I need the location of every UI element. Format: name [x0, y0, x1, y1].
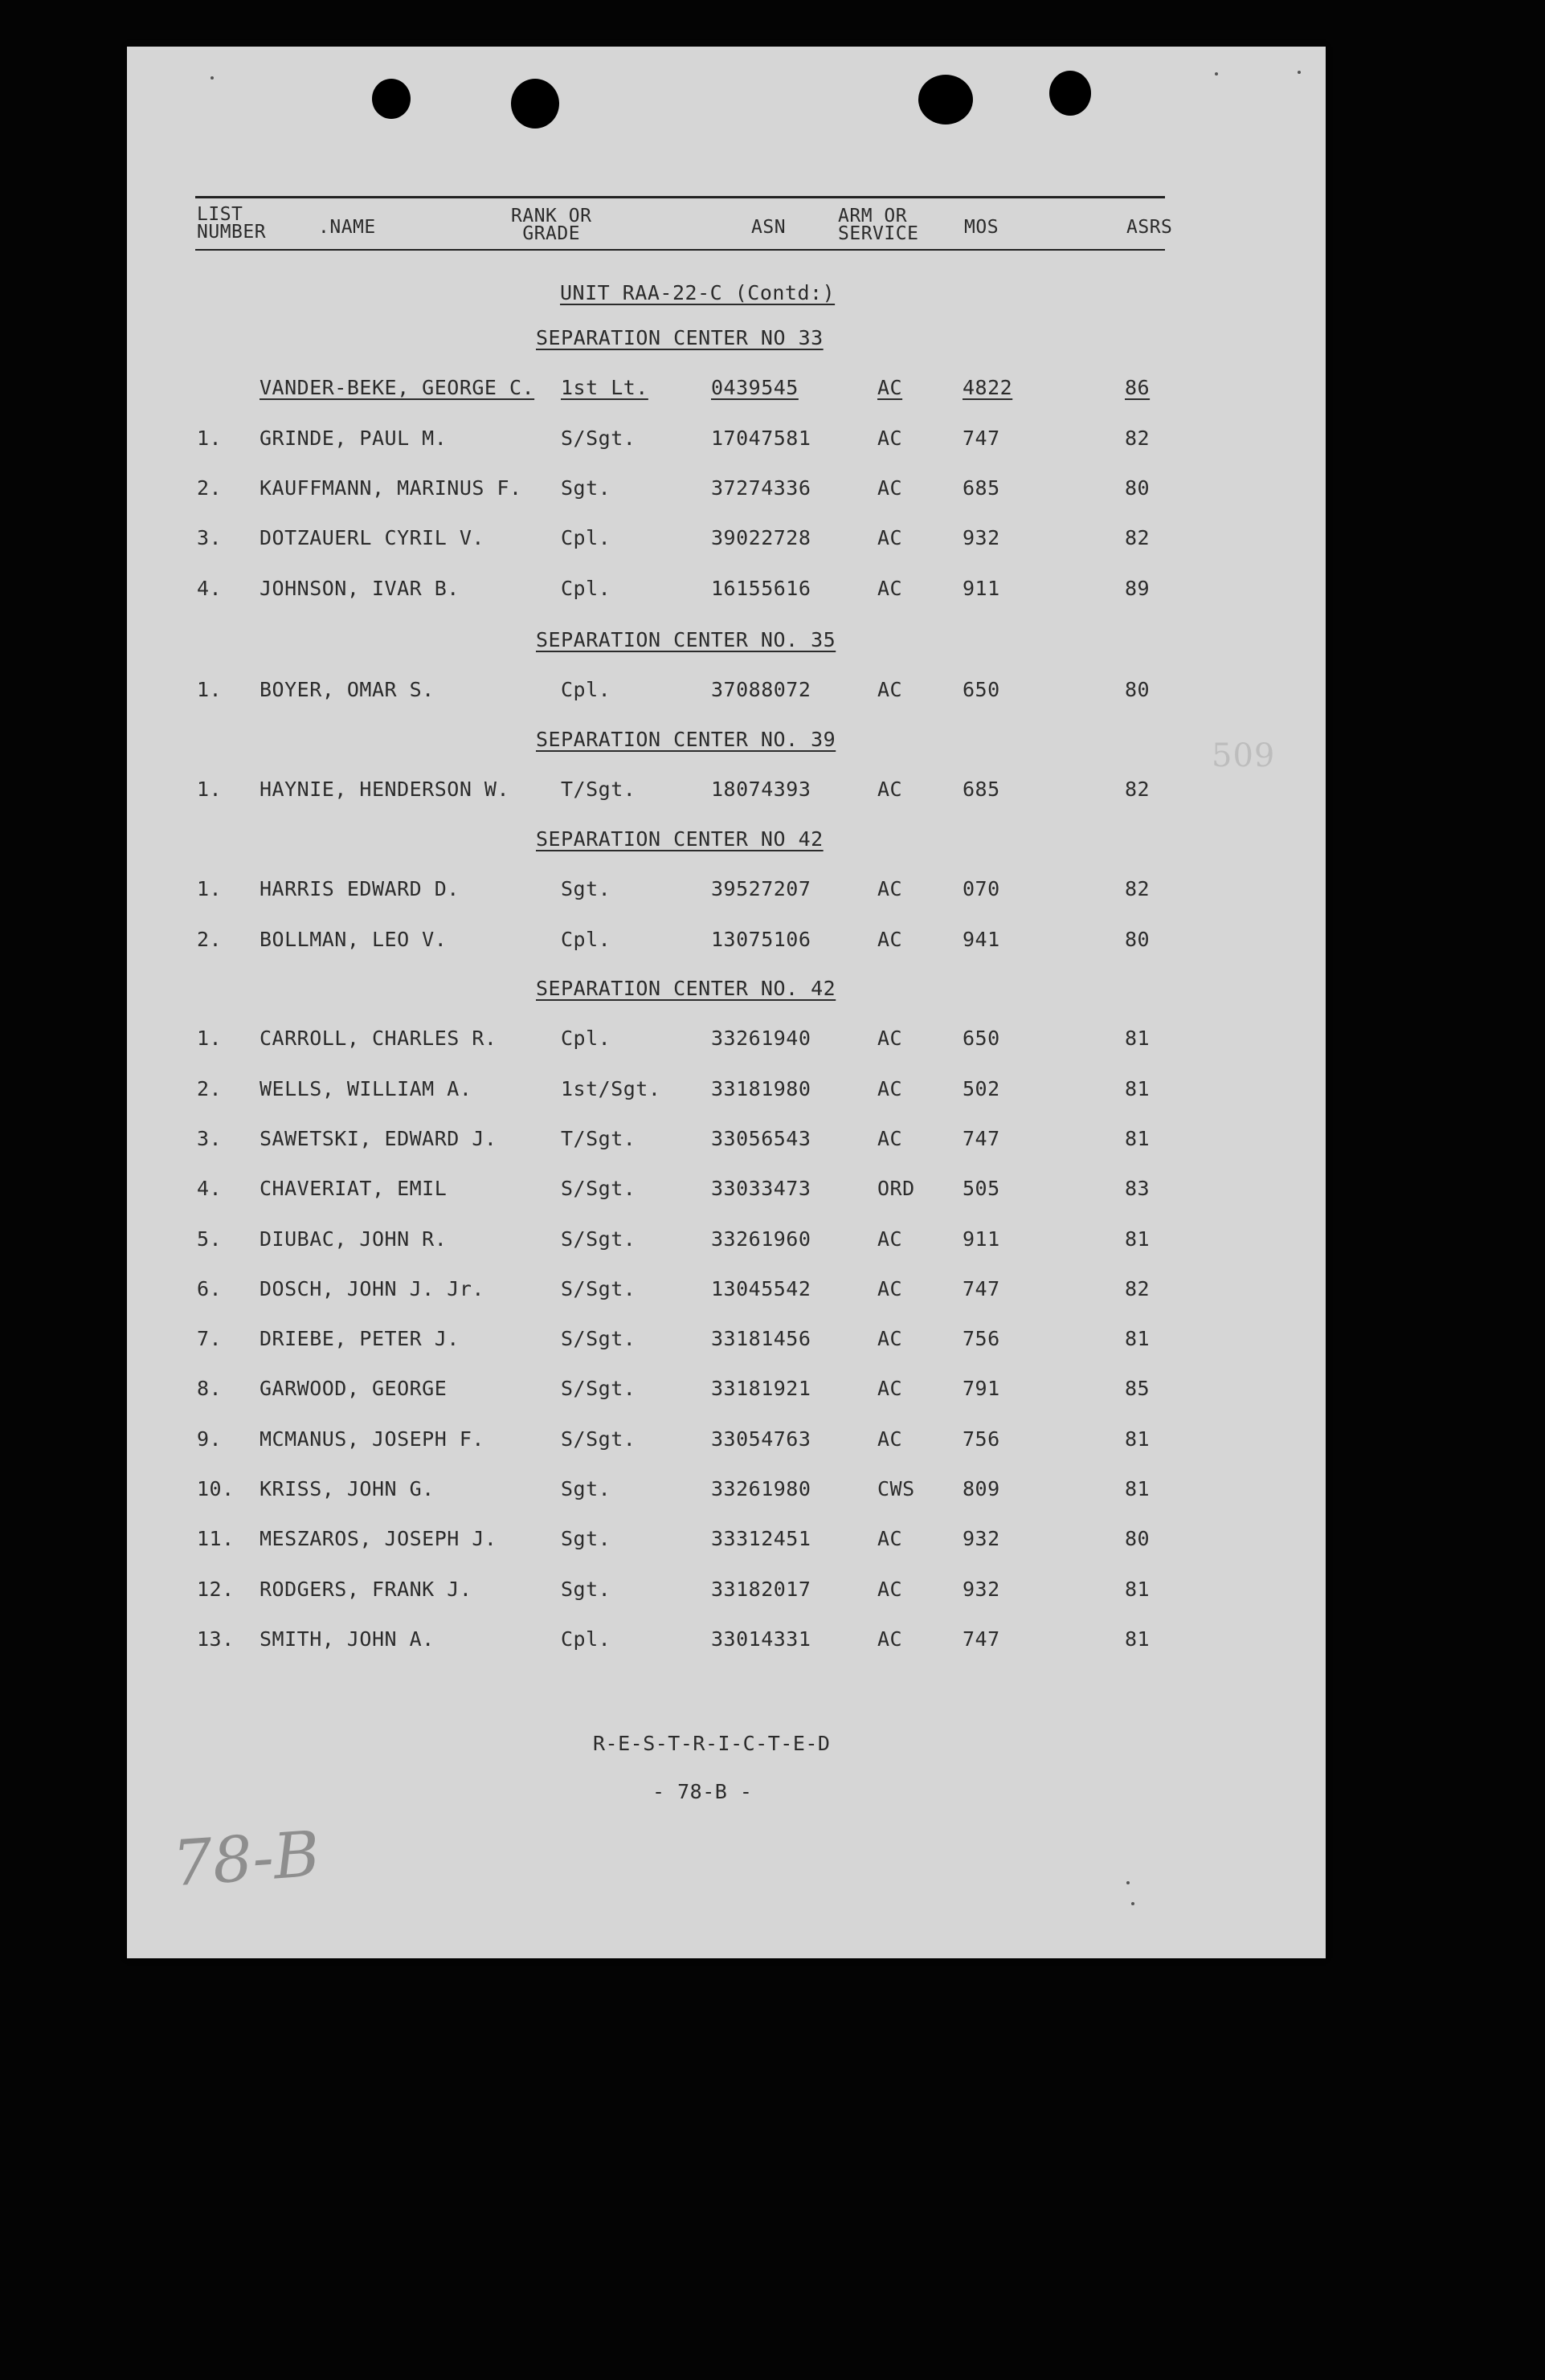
- row-number: 1.: [197, 426, 223, 450]
- header-mos: MOS: [964, 217, 999, 238]
- row-mos: 650: [963, 678, 1000, 702]
- row-asrs: 80: [1125, 1527, 1151, 1551]
- dust-speck: [1215, 72, 1218, 76]
- row-asrs: 82: [1125, 526, 1151, 550]
- row-mos: 941: [963, 927, 1000, 951]
- row-number: 8.: [197, 1377, 223, 1401]
- section-title: SEPARATION CENTER NO. 42: [536, 977, 836, 1000]
- row-rank: Cpl.: [561, 927, 611, 951]
- row-number: 10.: [197, 1477, 235, 1500]
- row-mos: 932: [963, 1527, 1000, 1551]
- row-mos: 756: [963, 1327, 1000, 1351]
- punch-hole: [372, 79, 411, 119]
- row-arm: ORD: [877, 1177, 915, 1201]
- row-asrs: 81: [1125, 1027, 1151, 1051]
- row-asrs: 80: [1125, 678, 1151, 702]
- unit-title: UNIT RAA-22-C (Contd:): [560, 281, 836, 304]
- row-rank: Sgt.: [561, 1577, 611, 1601]
- row-asn: 16155616: [711, 576, 811, 600]
- row-asrs: 82: [1125, 778, 1151, 802]
- row-arm: AC: [877, 678, 903, 702]
- row-asrs: 81: [1125, 1477, 1151, 1500]
- row-asrs: 82: [1125, 1276, 1151, 1300]
- row-mos: 911: [963, 1227, 1000, 1251]
- row-name: MCMANUS, JOSEPH F.: [260, 1427, 484, 1451]
- row-arm: AC: [877, 1527, 903, 1551]
- row-asrs: 89: [1125, 576, 1151, 600]
- row-number: 2.: [197, 476, 223, 500]
- row-rank: S/Sgt.: [561, 1327, 636, 1351]
- row-arm: AC: [877, 1327, 903, 1351]
- row-rank: Cpl.: [561, 526, 611, 550]
- row-arm: AC: [877, 1427, 903, 1451]
- row-number: 4.: [197, 576, 223, 600]
- row-rank: S/Sgt.: [561, 1377, 636, 1401]
- row-name: RODGERS, FRANK J.: [260, 1577, 472, 1601]
- row-name: DRIEBE, PETER J.: [260, 1327, 460, 1351]
- row-mos: 747: [963, 426, 1000, 450]
- row-arm: AC: [877, 1577, 903, 1601]
- page-number: - 78-B -: [652, 1780, 753, 1803]
- row-number: 13.: [197, 1627, 235, 1651]
- row-number: 12.: [197, 1577, 235, 1601]
- row-name: WELLS, WILLIAM A.: [260, 1076, 472, 1100]
- row-asrs: 85: [1125, 1377, 1151, 1401]
- row-asn: 33261940: [711, 1027, 811, 1051]
- row-number: 1.: [197, 778, 223, 802]
- row-asrs: 81: [1125, 1627, 1151, 1651]
- row-asn: 33261960: [711, 1227, 811, 1251]
- row-rank: S/Sgt.: [561, 1427, 636, 1451]
- row-number: 7.: [197, 1327, 223, 1351]
- row-mos: 747: [963, 1126, 1000, 1150]
- row-name: GRINDE, PAUL M.: [260, 426, 448, 450]
- row-rank: Sgt.: [561, 1477, 611, 1500]
- dust-speck: [1298, 71, 1301, 74]
- row-arm: AC: [877, 1276, 903, 1300]
- row-mos: 747: [963, 1276, 1000, 1300]
- row-number: 1.: [197, 877, 223, 901]
- dust-speck: [1126, 1881, 1130, 1884]
- row-asrs: 80: [1125, 927, 1151, 951]
- punch-hole: [918, 75, 973, 125]
- row-rank: S/Sgt.: [561, 1227, 636, 1251]
- row-asn: 33312451: [711, 1527, 811, 1551]
- row-name: DIUBAC, JOHN R.: [260, 1227, 448, 1251]
- row-asn: 33056543: [711, 1126, 811, 1150]
- row-mos: 650: [963, 1027, 1000, 1051]
- row-mos: 791: [963, 1377, 1000, 1401]
- row-mos: 911: [963, 576, 1000, 600]
- dust-speck: [1131, 1902, 1134, 1905]
- row-rank: Cpl.: [561, 1627, 611, 1651]
- row-asn: 17047581: [711, 426, 811, 450]
- row-asn: 37274336: [711, 476, 811, 500]
- row-asn: 18074393: [711, 778, 811, 802]
- row-arm: AC: [877, 1126, 903, 1150]
- row-number: 5.: [197, 1227, 223, 1251]
- section-title: SEPARATION CENTER NO 42: [536, 827, 824, 851]
- header-list-number: LIST NUMBER: [197, 204, 267, 243]
- section-title: SEPARATION CENTER NO. 39: [536, 728, 836, 751]
- row-mos: 932: [963, 526, 1000, 550]
- row-mos: 685: [963, 476, 1000, 500]
- row-rank: 1st/Sgt.: [561, 1076, 661, 1100]
- row-mos: 932: [963, 1577, 1000, 1601]
- row-arm: AC: [877, 526, 903, 550]
- header-name: .NAME: [318, 217, 376, 238]
- row-number: 3.: [197, 1126, 223, 1150]
- row-rank: Cpl.: [561, 678, 611, 702]
- row-asn: 33181921: [711, 1377, 811, 1401]
- row-asn: 33054763: [711, 1427, 811, 1451]
- row-number: 2.: [197, 1076, 223, 1100]
- header-asn: ASN: [751, 217, 787, 238]
- row-number: 1.: [197, 678, 223, 702]
- row-rank: Cpl.: [561, 1027, 611, 1051]
- row-mos: 4822: [963, 376, 1013, 400]
- row-arm: AC: [877, 1076, 903, 1100]
- handwritten-page-number: 78-B: [170, 1818, 322, 1901]
- row-mos: 505: [963, 1177, 1000, 1201]
- row-name: GARWOOD, GEORGE: [260, 1377, 448, 1401]
- row-asrs: 81: [1125, 1327, 1151, 1351]
- row-arm: CWS: [877, 1477, 915, 1500]
- row-arm: AC: [877, 778, 903, 802]
- row-arm: AC: [877, 376, 903, 400]
- row-asrs: 82: [1125, 426, 1151, 450]
- row-name: BOYER, OMAR S.: [260, 678, 435, 702]
- row-asn: 39022728: [711, 526, 811, 550]
- row-rank: 1st Lt.: [561, 376, 648, 400]
- row-asn: 33181980: [711, 1076, 811, 1100]
- row-asn: 13075106: [711, 927, 811, 951]
- row-name: CHAVERIAT, EMIL: [260, 1177, 448, 1201]
- row-number: 9.: [197, 1427, 223, 1451]
- row-arm: AC: [877, 927, 903, 951]
- row-number: 2.: [197, 927, 223, 951]
- row-asrs: 81: [1125, 1427, 1151, 1451]
- row-arm: AC: [877, 1377, 903, 1401]
- row-name: BOLLMAN, LEO V.: [260, 927, 448, 951]
- row-arm: AC: [877, 476, 903, 500]
- section-title: SEPARATION CENTER NO. 35: [536, 628, 836, 651]
- row-name: SMITH, JOHN A.: [260, 1627, 435, 1651]
- row-asrs: 81: [1125, 1076, 1151, 1100]
- row-name: SAWETSKI, EDWARD J.: [260, 1126, 497, 1150]
- row-arm: AC: [877, 1227, 903, 1251]
- row-mos: 070: [963, 877, 1000, 901]
- row-mos: 685: [963, 778, 1000, 802]
- row-mos: 809: [963, 1477, 1000, 1500]
- row-asn: 0439545: [711, 376, 799, 400]
- row-name: KAUFFMANN, MARINUS F.: [260, 476, 522, 500]
- row-rank: Sgt.: [561, 1527, 611, 1551]
- header-rank: RANK OR GRADE: [511, 206, 592, 244]
- row-mos: 502: [963, 1076, 1000, 1100]
- row-number: 6.: [197, 1276, 223, 1300]
- row-asrs: 82: [1125, 877, 1151, 901]
- row-arm: AC: [877, 426, 903, 450]
- row-rank: S/Sgt.: [561, 1177, 636, 1201]
- row-number: 1.: [197, 1027, 223, 1051]
- row-rank: S/Sgt.: [561, 1276, 636, 1300]
- row-asn: 13045542: [711, 1276, 811, 1300]
- row-asn: 33033473: [711, 1177, 811, 1201]
- header-rule-bottom: [195, 249, 1165, 251]
- punch-hole: [511, 79, 559, 129]
- row-name: DOSCH, JOHN J. Jr.: [260, 1276, 484, 1300]
- row-asn: 39527207: [711, 877, 811, 901]
- row-arm: AC: [877, 1627, 903, 1651]
- punch-hole: [1049, 71, 1091, 116]
- row-rank: Sgt.: [561, 877, 611, 901]
- row-rank: T/Sgt.: [561, 778, 636, 802]
- row-rank: Sgt.: [561, 476, 611, 500]
- row-asn: 33181456: [711, 1327, 811, 1351]
- row-asn: 33182017: [711, 1577, 811, 1601]
- row-name: MESZAROS, JOSEPH J.: [260, 1527, 497, 1551]
- row-asn: 37088072: [711, 678, 811, 702]
- row-mos: 756: [963, 1427, 1000, 1451]
- section-title: SEPARATION CENTER NO 33: [536, 326, 824, 349]
- row-number: 11.: [197, 1527, 235, 1551]
- row-name: KRISS, JOHN G.: [260, 1477, 435, 1500]
- row-name: DOTZAUERL CYRIL V.: [260, 526, 484, 550]
- row-arm: AC: [877, 1027, 903, 1051]
- row-asrs: 86: [1125, 376, 1151, 400]
- row-asrs: 81: [1125, 1577, 1151, 1601]
- row-rank: T/Sgt.: [561, 1126, 636, 1150]
- margin-frame-number: 509: [1212, 737, 1276, 774]
- row-mos: 747: [963, 1627, 1000, 1651]
- header-rule-top: [195, 196, 1165, 198]
- row-asn: 33014331: [711, 1627, 811, 1651]
- row-number: 4.: [197, 1177, 223, 1201]
- dust-speck: [210, 76, 214, 80]
- row-asrs: 83: [1125, 1177, 1151, 1201]
- row-name: VANDER-BEKE, GEORGE C.: [260, 376, 535, 400]
- row-arm: AC: [877, 576, 903, 600]
- row-name: HAYNIE, HENDERSON W.: [260, 778, 510, 802]
- row-rank: S/Sgt.: [561, 426, 636, 450]
- row-asrs: 81: [1125, 1227, 1151, 1251]
- row-name: JOHNSON, IVAR B.: [260, 576, 460, 600]
- header-asrs: ASRS: [1126, 217, 1173, 238]
- row-asrs: 80: [1125, 476, 1151, 500]
- row-rank: Cpl.: [561, 576, 611, 600]
- row-name: CARROLL, CHARLES R.: [260, 1027, 497, 1051]
- header-arm: ARM OR SERVICE: [838, 206, 919, 244]
- row-asrs: 81: [1125, 1126, 1151, 1150]
- row-name: HARRIS EDWARD D.: [260, 877, 460, 901]
- row-number: 3.: [197, 526, 223, 550]
- row-arm: AC: [877, 877, 903, 901]
- row-asn: 33261980: [711, 1477, 811, 1500]
- restricted-marking: R-E-S-T-R-I-C-T-E-D: [593, 1732, 831, 1755]
